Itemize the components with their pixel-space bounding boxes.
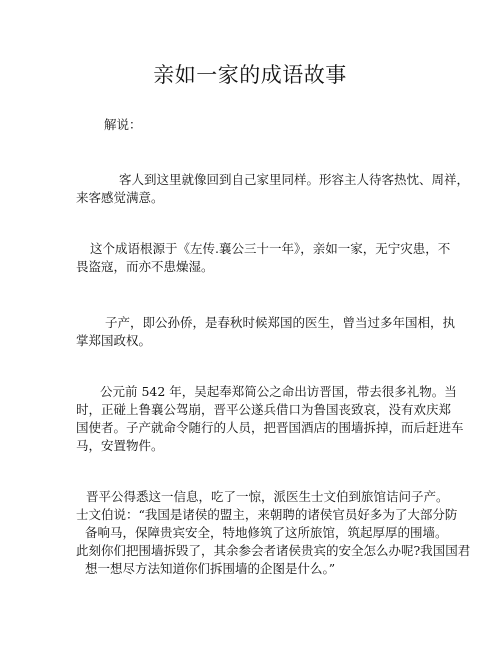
paragraph-dialogue	[76, 488, 471, 578]
paragraph-line: 畏盗寇，而亦不患燥湿。	[76, 259, 214, 274]
paragraph-line: 士文伯说：“我国是诸侯的盟主，来朝聘的诸侯官员好多为了大部分防	[76, 507, 458, 522]
document-title: 亲如一家的成语故事	[153, 63, 347, 87]
paragraph-line: 马，安置物件。	[76, 438, 164, 453]
paragraph-line: 此刻你们把围墙拆毁了，其余参会者诸侯贵宾的安全怎么办呢?我国国君	[76, 543, 471, 558]
paragraph-origin	[76, 240, 451, 276]
paragraph-line: 想一想尽方法知道你们拆围墙的企图是什么。”	[85, 561, 336, 576]
paragraph-line: 掌郑国政权。	[76, 333, 152, 348]
paragraph-line: 客人到这里就像回到自己家里同样。形容主人待客热忱、周祥，	[119, 172, 470, 187]
paragraph-line: 时，正碰上鲁襄公驾崩，晋平公遂兵借口为鲁国丧致哀，没有欢庆郑	[76, 402, 452, 417]
paragraph-line: 来客感觉满意。	[76, 190, 164, 205]
paragraph-line: 备响马，保障贵宾安全，特地修筑了这所旅馆，筑起厚厚的围墙。	[85, 525, 448, 540]
paragraph-line: 国使者。子产就命令随行的人员，把晋国酒店的围墙拆掉，而后赶进车	[76, 420, 464, 435]
paragraph-story	[76, 383, 464, 455]
paragraph-definition	[76, 171, 470, 207]
paragraph-line: 这个成语根源于《左传.襄公三十一年》，亲如一家，无宁灾患，不	[90, 241, 451, 256]
paragraph-line: 子产，即公孙侨，是春秋时候郑国的医生，曾当过多年国相，执	[105, 315, 456, 330]
section-label: 解说：	[104, 117, 142, 132]
paragraph-line: 晋平公得悉这一信息，吃了一惊，派医生士文伯到旅馆诘问子产。	[86, 489, 449, 504]
paragraph-zichan	[76, 314, 456, 350]
paragraph-line: 公元前 542 年，吴起奉郑简公之命出访晋国，带去很多礼物。当	[100, 384, 457, 399]
